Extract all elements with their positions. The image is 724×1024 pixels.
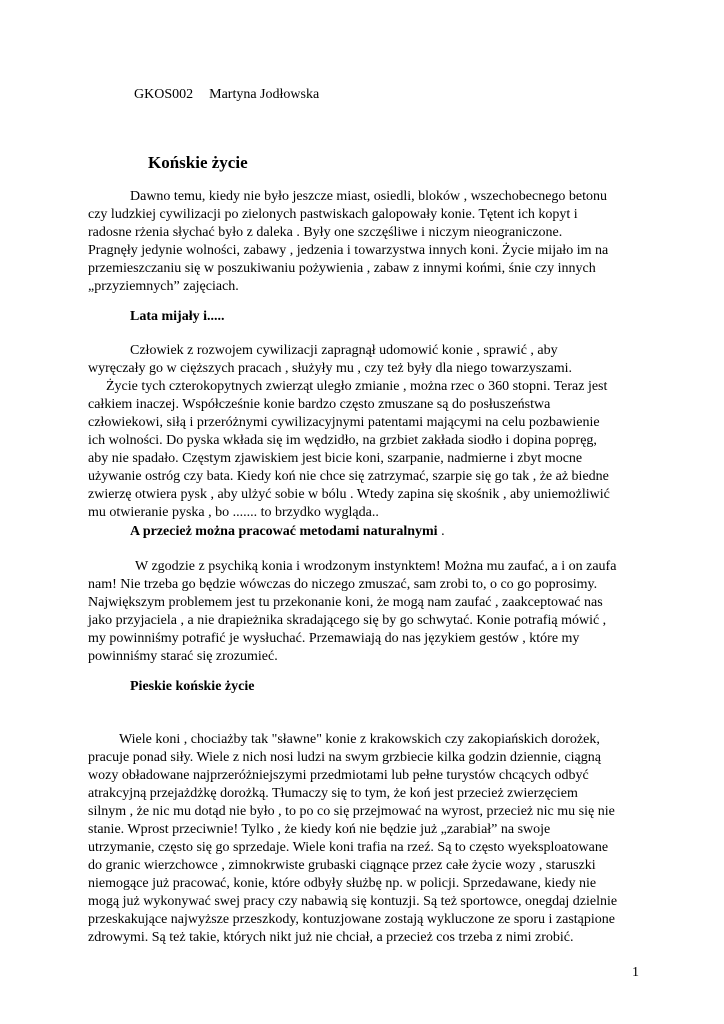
paragraph-line: używanie ostróg czy bata. Kiedy koń nie chce się zatrzymać, szarpie się go tak , że aż biedne <box>88 469 609 484</box>
section-heading-text: A przecież można pracować metodami naturalnymi <box>130 524 438 539</box>
paragraph-line: Pragnęły jedynie wolności, zabawy , jedzenia i towarzystwa innych koni. Życie mijało im na <box>88 243 609 258</box>
paragraph-line: człowiekowi, siłą i przeróżnymi cywilizacyjnymi patentami mającymi na celu pozbawienie <box>88 415 600 430</box>
paragraph-domestication <box>88 342 648 522</box>
paragraph-line: Największym problemem jest tu przekonanie koni, że mogą nam zaufać , zaakceptować nas <box>88 595 603 610</box>
paragraph-line: jako przyjaciela , a nie drapieżnika skradającego się by go schwytać. Konie potrafią mówić , <box>88 613 607 628</box>
paragraph-line: „przyziemnych” zajęciach. <box>88 279 239 294</box>
paragraph-line: do granic wierzchowce , zimnokrwiste grubaski ciągnące przez całe życie wozy , staruszki <box>88 858 596 873</box>
author-name: Martyna Jodłowska <box>209 87 320 102</box>
section-heading-natural-methods <box>130 524 445 540</box>
paragraph-line: niemogące już pracować, konie, które odbyły służbę np. w policji. Sprzedawane, kiedy nie <box>88 876 597 891</box>
paragraph-line: utrzymanie, często się go sprzedaje. Wiele koni trafia na rzeź. Są to często wyeksploatowane <box>88 840 609 855</box>
paragraph-line: Dawno temu, kiedy nie było jeszcze miast, osiedli, bloków , wszechobecnego betonu <box>130 189 608 204</box>
paragraph-line: przeskakujące najwyższe przeszkody, kontuzjowane zostają wykluczone ze sporu i zastąpione <box>88 912 615 927</box>
paragraph-line: stanie. Wprost przeciwnie! Tylko , że kiedy koń nie będzie już „zarabiał” na swoje <box>88 822 551 837</box>
paragraph-intro <box>88 188 648 296</box>
paragraph-line: atrakcyjną przejażdżkę dorożką. Tłumaczy się to tym, że koń jest przecież zwierzęciem <box>88 786 578 801</box>
paragraph-line: my powinniśmy potrafić je wysłuchać. Przemawiają do nas językiem gestów , które my <box>88 631 580 646</box>
section-heading-pieskie: Pieskie końskie życie <box>130 679 255 694</box>
paragraph-line: aby nie spadało. Częstym zjawiskiem jest bicie koni, szarpanie, nadmierne i zbyt mocne <box>88 451 583 466</box>
document-header <box>134 87 319 103</box>
paragraph-natural-methods <box>88 558 648 666</box>
paragraph-line: Życie tych czterokopytnych zwierząt uległo zmianie , można rzec o 360 stopni. Teraz jest <box>106 379 608 394</box>
paragraph-line: mu otwieranie pyska , bo ....... to brzydko wygląda.. <box>88 505 379 520</box>
section-heading-tail: . <box>437 524 445 539</box>
paragraph-line: Człowiek z rozwojem cywilizacji zapragnął udomowić konie , sprawić , aby <box>130 343 558 358</box>
document-code: GKOS002 <box>134 87 194 102</box>
paragraph-line: zwierzę otwiera pysk , aby ulżyć sobie w bólu . Wtedy zapina się skośnik , aby uniemożliwić <box>88 487 610 502</box>
paragraph-line: silnym , że nic mu dotąd nie było , to po co się przejmować na wyrost, przecież nic mu się nie <box>88 804 615 819</box>
paragraph-line: przemieszczaniu się w poszukiwaniu pożywienia , zabaw z innymi końmi, śnie czy innych <box>88 261 596 276</box>
paragraph-line: ich wolności. Do pyska wkłada się im wędzidło, na grzbiet zakłada siodło i dopina popręg, <box>88 433 597 448</box>
paragraph-line: W zgodzie z psychiką konia i wrodzonym instynktem! Można mu zaufać, a i on zaufa <box>135 559 617 574</box>
document-title: Końskie życie <box>148 153 248 172</box>
paragraph-line: powinniśmy starać się zrozumieć. <box>88 649 278 664</box>
paragraph-line: czy ludzkiej cywilizacji po zielonych pastwiskach galopowały konie. Tętent ich kopyt i <box>88 207 578 222</box>
section-heading-lata: Lata mijały i..... <box>130 309 225 324</box>
paragraph-hard-life <box>88 731 648 947</box>
paragraph-line: pracuje ponad siły. Wiele z nich nosi ludzi na swym grzbiecie kilka godzin dziennie, ciągną <box>88 750 601 765</box>
paragraph-line: całkiem inaczej. Współcześnie konie bardzo często zmuszane są do posłuszeństwa <box>88 397 551 412</box>
paragraph-line: mogą już wykonywać swej pracy czy nabawią się kontuzji. Są też sportowce, onegdaj dzielnie <box>88 894 618 909</box>
page-number: 1 <box>632 965 639 980</box>
paragraph-line: radosne rżenia słychać było z daleka . Były one szczęśliwe i niczym nieograniczone. <box>88 225 563 240</box>
paragraph-line: Wiele koni , chociażby tak "sławne" konie z krakowskich czy zakopiańskich dorożek, <box>119 732 600 747</box>
paragraph-line: wozy obładowane najprzeróżniejszymi przedmiotami lub pełne turystów chcących odbyć <box>88 768 589 783</box>
paragraph-line: zdrowymi. Są też takie, których nikt już nie chciał, a przecież cos trzeba z nimi zrobić. <box>88 930 574 945</box>
paragraph-line: wyręczały go w cięższych pracach , służyły mu , czy też były dla niego towarzyszami. <box>88 361 572 376</box>
paragraph-line: nam! Nie trzeba go będzie wówczas do niczego zmuszać, sam zrobi to, o co go poprosimy. <box>88 577 598 592</box>
